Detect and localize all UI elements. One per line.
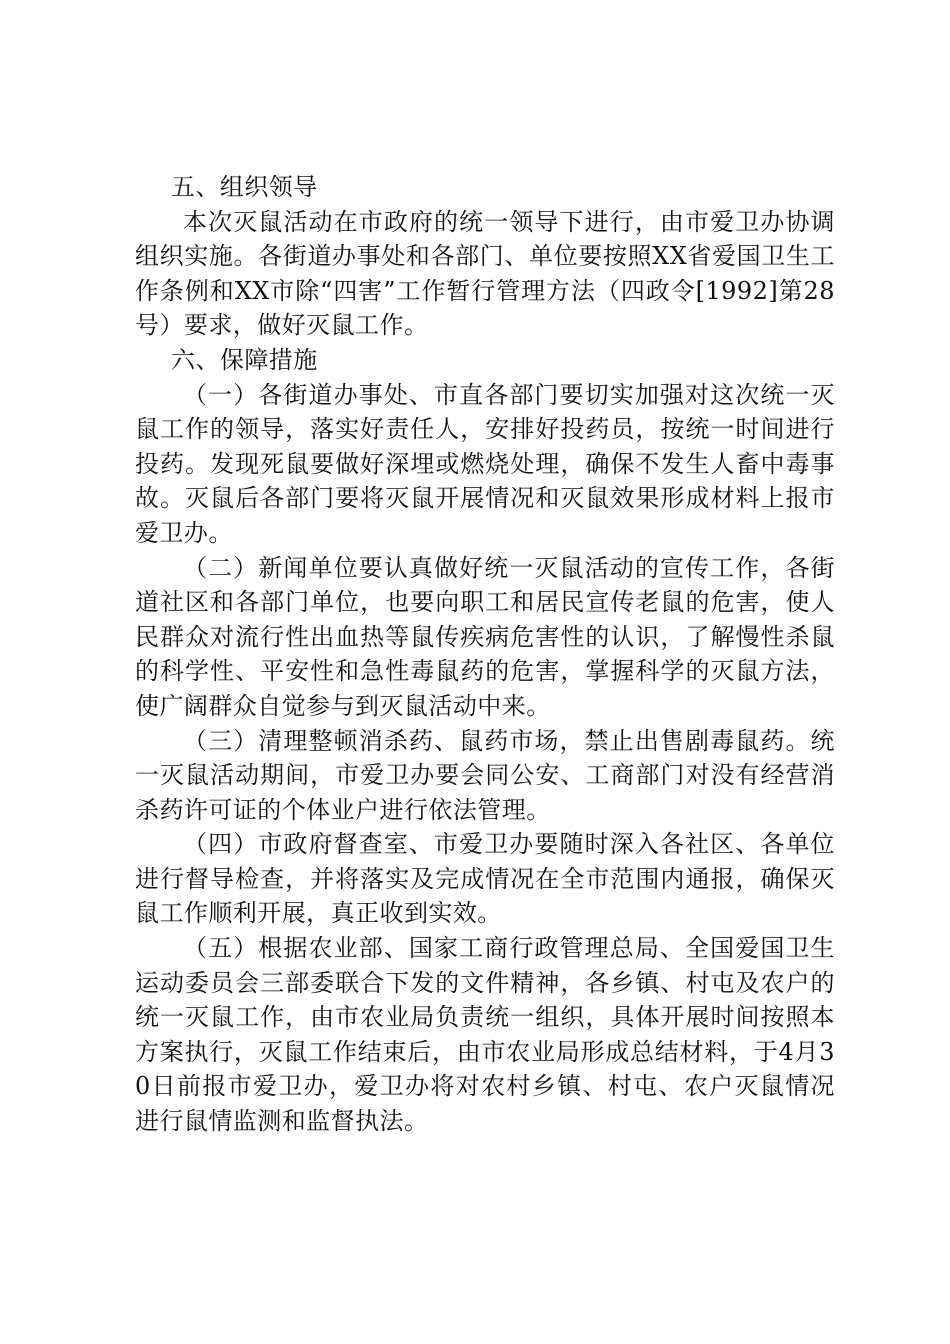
paragraph-safeguard-4: （四）市政府督查室、市爱卫办要随时深入各社区、各单位进行督导检查，并将落实及完成情况在全市范围内通报，确保灭鼠工作顺利开展，真正收到实效。 (135, 830, 835, 928)
paragraph-organization: 本次灭鼠活动在市政府的统一领导下进行，由市爱卫办协调组织实施。各街道办事处和各部门、单位要按照XX省爱国卫生工作条例和XX市除“四害”工作暂行管理方法（四政令[1992]第28号）要求，做好灭鼠工作。 (135, 207, 835, 340)
paragraph-safeguard-5: （五）根据农业部、国家工商行政管理总局、全国爱国卫生运动委员会三部委联合下发的文件精神，各乡镇、村屯及农户的统一灭鼠工作，由市农业局负责统一组织，具体开展时间按照本方案执行，灭鼠工作结束后，由市农业局形成总结材料，于4月30日前报市爱卫办，爱卫办将对农村乡镇、村屯、农户灭鼠情况进行鼠情监测和监督执法。 (135, 934, 835, 1136)
paragraph-safeguard-3: （三）清理整顿消杀药、鼠药市场，禁止出售剧毒鼠药。统一灭鼠活动期间，市爱卫办要会同公安、工商部门对没有经营消杀药许可证的个体业户进行依法管理。 (135, 726, 835, 824)
section-heading-safeguards: 六、保障措施 (171, 345, 318, 374)
paragraph-safeguard-1: （一）各街道办事处、市直各部门要切实加强对这次统一灭鼠工作的领导，落实好责任人，安排好投药员，按统一时间进行投药。发现死鼠要做好深埋或燃烧处理，确保不发生人畜中毒事故。灭鼠后各部门要将灭鼠开展情况和灭鼠效果形成材料上报市爱卫办。 (135, 380, 835, 547)
section-heading-organization: 五、组织领导 (171, 173, 318, 201)
paragraph-safeguard-2: （二）新闻单位要认真做好统一灭鼠活动的宣传工作，各街道社区和各部门单位，也要向职工和居民宣传老鼠的危害，使人民群众对流行性出血热等鼠传疾病危害性的认识，了解慢性杀鼠的科学性、平安性和急性毒鼠药的危害，掌握科学的灭鼠方法，使广阔群众自觉参与到灭鼠活动中来。 (135, 553, 835, 720)
document-body (135, 170, 835, 1139)
